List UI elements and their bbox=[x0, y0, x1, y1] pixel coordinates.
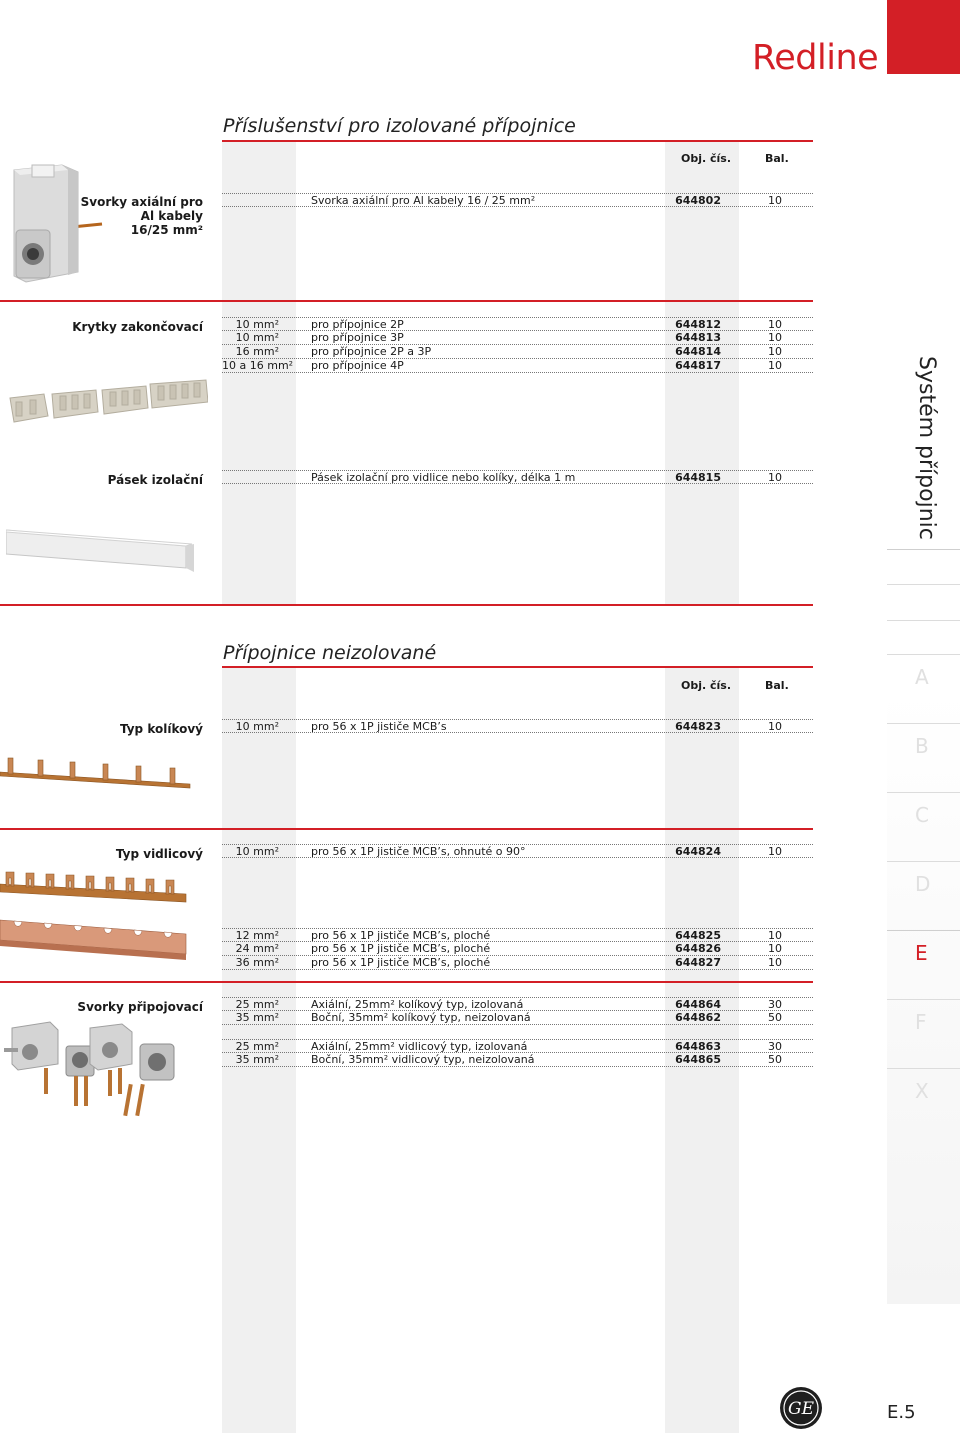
table-row: 16 mm² pro přípojnice 2P a 3P 644814 10 bbox=[222, 345, 813, 359]
tab-e[interactable]: E bbox=[887, 930, 960, 998]
table-row: 25 mm² Axiální, 25mm² kolíkový typ, izolovaná 644864 30 bbox=[222, 997, 813, 1011]
brand-name: Redline bbox=[752, 38, 879, 78]
group-rule bbox=[0, 828, 813, 830]
ge-logo bbox=[779, 1386, 823, 1430]
tab-d[interactable]: D bbox=[887, 861, 960, 929]
section-rule bbox=[222, 140, 813, 142]
tab-a[interactable]: A bbox=[887, 654, 960, 722]
table-row: 10 mm² pro přípojnice 2P 644812 10 bbox=[222, 317, 813, 331]
sidebar-divider bbox=[887, 549, 960, 550]
sidebar-title: Systém přípojnic bbox=[914, 356, 939, 540]
table-row: 24 mm² pro 56 x 1P jističe MCB’s, ploché 644826 10 bbox=[222, 942, 813, 956]
table-row: 10 mm² pro 56 x 1P jističe MCB’s 644823 10 bbox=[222, 719, 813, 733]
table-row: 36 mm² pro 56 x 1P jističe MCB’s, ploché 644827 10 bbox=[222, 956, 813, 970]
column-header-pack: Bal. bbox=[765, 152, 789, 165]
sidebar-divider-3 bbox=[887, 620, 960, 621]
column-bg-size bbox=[222, 142, 296, 604]
table-row: Svorka axiální pro Al kabely 16 / 25 mm² 644802 10 bbox=[222, 193, 813, 207]
sidebar-divider-2 bbox=[887, 584, 960, 585]
group-label-axial-clamp: Svorky axiální pro Al kabely 16/25 mm² bbox=[80, 195, 203, 237]
group-label-fork-type: Typ vidlicový bbox=[115, 847, 203, 861]
section-title-accessories: Příslušenství pro izolované přípojnice bbox=[223, 115, 576, 137]
insulating-strip-image bbox=[6, 524, 198, 584]
tab-b[interactable]: B bbox=[887, 723, 960, 791]
group-label-end-caps: Krytky zakončovací bbox=[72, 320, 203, 334]
ge-logo-text: GE bbox=[788, 1399, 814, 1419]
column-header-code: Obj. čís. bbox=[681, 152, 732, 165]
section-end-rule bbox=[0, 604, 813, 606]
group-label-connection-clamps: Svorky připojovací bbox=[77, 1000, 203, 1014]
end-caps-image bbox=[8, 376, 208, 428]
table-row: Pásek izolační pro vidlice nebo kolíky, délka 1 m 644815 10 bbox=[222, 470, 813, 484]
group-label-insulating-strip: Pásek izolační bbox=[107, 473, 203, 487]
column-header-pack-2: Bal. bbox=[765, 679, 789, 692]
tab-c[interactable]: C bbox=[887, 792, 960, 860]
fork-busbar-flat-image bbox=[0, 918, 190, 962]
table-row: 35 mm² Boční, 35mm² kolíkový typ, neizolovaná 644862 50 bbox=[222, 1011, 813, 1025]
tab-f[interactable]: F bbox=[887, 999, 960, 1067]
group-rule bbox=[0, 300, 813, 302]
pin-busbar-image bbox=[0, 756, 192, 796]
group-rule bbox=[0, 981, 813, 983]
section-title-busbars: Přípojnice neizolované bbox=[223, 642, 437, 664]
tab-x[interactable]: X bbox=[887, 1068, 960, 1136]
brand-corner-block bbox=[887, 0, 960, 74]
table-row: 10 mm² pro 56 x 1P jističe MCB’s, ohnuté o 90° 644824 10 bbox=[222, 844, 813, 858]
table-row: 35 mm² Boční, 35mm² vidlicový typ, neizolovaná 644865 50 bbox=[222, 1053, 813, 1067]
axial-clamp-image bbox=[6, 160, 106, 285]
connection-clamps-image bbox=[4, 1014, 208, 1120]
page-number: E.5 bbox=[887, 1402, 916, 1423]
column-bg-code bbox=[665, 142, 739, 604]
section-rule-2 bbox=[222, 666, 813, 668]
table-row: 12 mm² pro 56 x 1P jističe MCB’s, ploché 644825 10 bbox=[222, 928, 813, 942]
fork-busbar-bent-image bbox=[0, 870, 190, 906]
table-row: 10 a 16 mm² pro přípojnice 4P 644817 10 bbox=[222, 359, 813, 373]
table-row: 25 mm² Axiální, 25mm² vidlicový typ, izolovaná 644863 30 bbox=[222, 1039, 813, 1053]
table-row: 10 mm² pro přípojnice 3P 644813 10 bbox=[222, 331, 813, 345]
group-label-pin-type: Typ kolíkový bbox=[119, 722, 203, 736]
column-header-code-2: Obj. čís. bbox=[681, 679, 732, 692]
